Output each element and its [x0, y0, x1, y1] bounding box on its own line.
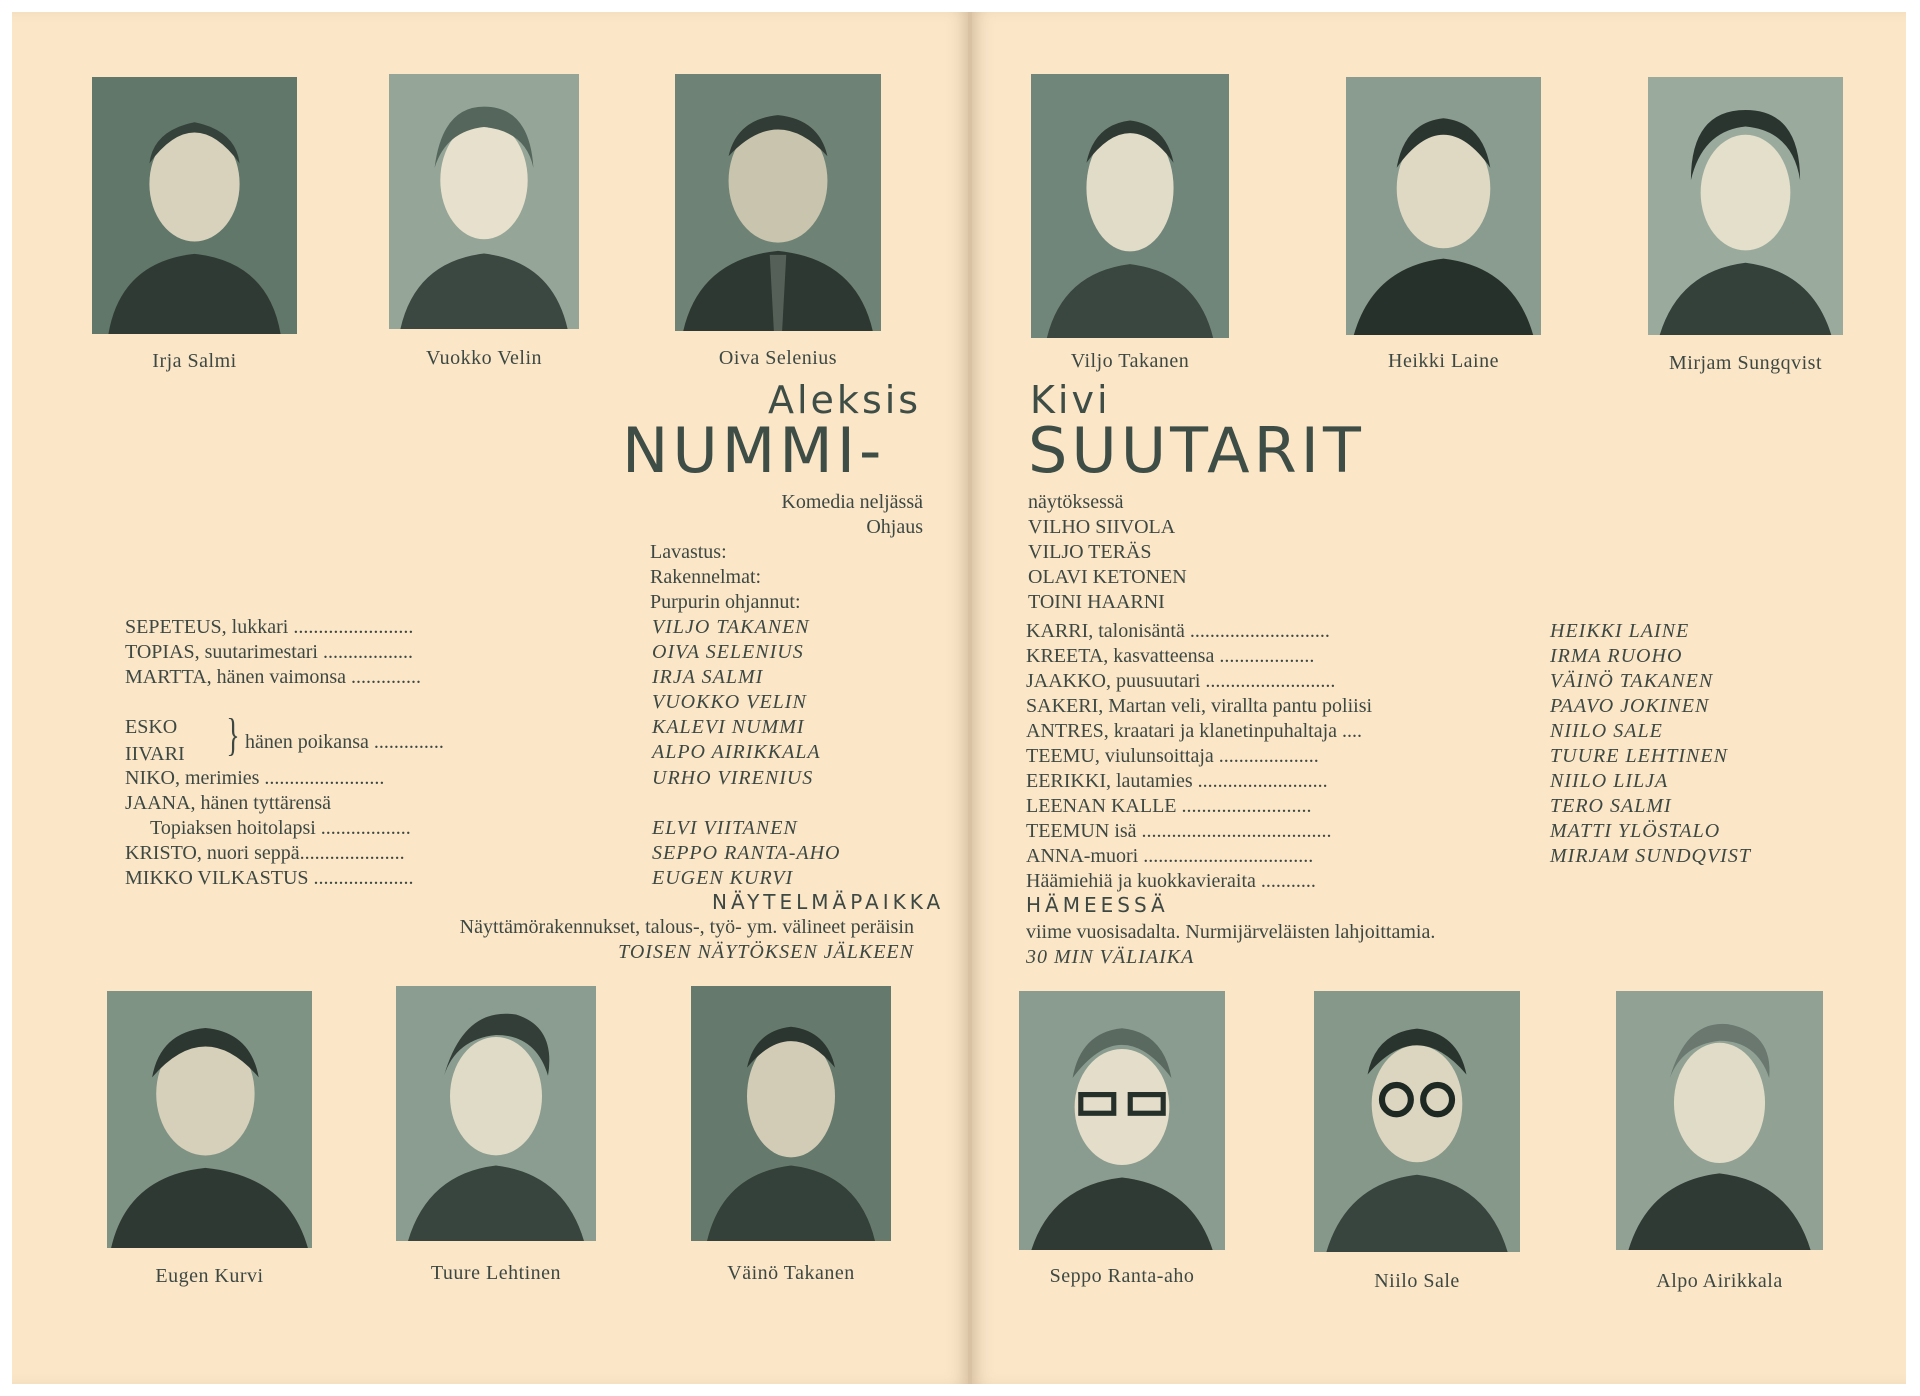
cast-actor: SEPPO RANTA-AHO	[652, 842, 841, 864]
credit-name: VILHO SIIVOLA	[1028, 516, 1176, 538]
photo-caption: Eugen Kurvi	[155, 1265, 264, 1287]
photo-caption: Oiva Selenius	[718, 347, 838, 369]
photo-caption: Viljo Takanen	[1070, 350, 1190, 372]
portrait-photo	[1346, 77, 1541, 335]
cast-role: Häämiehiä ja kuokkavieraita ...........	[1026, 870, 1316, 892]
play-title-part2: SUUTARIT	[1028, 414, 1365, 487]
setting-heading-right: HÄMEESSÄ	[1026, 893, 1169, 917]
cast-role: TEEMUN isä ......................................	[1026, 820, 1332, 842]
credit-label: Ohjaus	[866, 516, 923, 538]
cast-role: ANTRES, kraatari ja klanetinpuhaltaja ....	[1026, 720, 1363, 742]
cast-role: MARTTA, hänen vaimonsa ..............	[125, 666, 422, 688]
cast-role: KRISTO, nuori seppä.....................	[125, 842, 405, 864]
cast-actor: TUURE LEHTINEN	[1550, 745, 1728, 767]
setting-line-right: viime vuosisadalta. Nurmijärveläisten lahjoittamia.	[1026, 921, 1436, 943]
cast-actor: KALEVI NUMMI	[652, 716, 805, 738]
intermission-left: TOISEN NÄYTÖKSEN JÄLKEEN	[618, 941, 914, 963]
cast-actor: URHO VIRENIUS	[652, 767, 814, 789]
credit-label: Purpurin ohjannut:	[650, 591, 801, 613]
cast-role: JAAKKO, puusuutari ..........................	[1026, 670, 1336, 692]
brace: }	[226, 709, 240, 760]
cast-role: ESKO	[125, 716, 178, 738]
cast-role: KARRI, talonisäntä ............................	[1026, 620, 1330, 642]
cast-role: MIKKO VILKASTUS ....................	[125, 867, 414, 889]
cast-role: KREETA, kasvatteensa ...................	[1026, 645, 1315, 667]
photo-caption: Irja Salmi	[152, 350, 237, 372]
cast-actor: TERO SALMI	[1550, 795, 1672, 817]
portrait-photo	[1019, 991, 1225, 1250]
cast-role: NIKO, merimies ........................	[125, 767, 385, 789]
photo-caption: Niilo Sale	[1374, 1270, 1460, 1292]
credit-name: VILJO TERÄS	[1028, 541, 1152, 563]
cast-actor: IRMA RUOHO	[1550, 645, 1683, 667]
cast-role: Topiaksen hoitolapsi ..................	[150, 817, 411, 839]
intermission-right: 30 MIN VÄLIAIKA	[1026, 946, 1195, 968]
portrait-photo	[691, 986, 891, 1241]
photo-caption: Väinö Takanen	[727, 1262, 855, 1284]
portrait-photo	[389, 74, 579, 329]
author-last-name: Kivi	[1030, 378, 1111, 422]
portrait-photo	[675, 74, 881, 331]
photo-caption: Tuure Lehtinen	[430, 1262, 562, 1284]
photo-caption: Seppo Ranta-aho	[1049, 1265, 1195, 1287]
cast-actor: HEIKKI LAINE	[1550, 620, 1690, 642]
play-title-part1: NUMMI-	[622, 414, 886, 487]
portrait-photo	[1648, 77, 1843, 335]
cast-role: TOPIAS, suutarimestari ..................	[125, 641, 413, 663]
cast-role: SAKERI, Martan veli, virallta pantu poliisi	[1026, 695, 1373, 717]
photo-caption: Vuokko Velin	[425, 347, 543, 369]
setting-line-left: Näyttämörakennukset, talous-, työ- ym. välineet peräisin	[459, 916, 914, 938]
cast-actor: MATTI YLÖSTALO	[1550, 820, 1721, 842]
portrait-photo	[1031, 74, 1229, 338]
cast-role: IIVARI	[125, 743, 185, 765]
photo-caption: Heikki Laine	[1388, 350, 1499, 372]
cast-actor: ALPO AIRIKKALA	[652, 741, 821, 763]
portrait-photo	[396, 986, 596, 1241]
cast-actor: PAAVO JOKINEN	[1550, 695, 1710, 717]
credit-name: TOINI HAARNI	[1028, 591, 1165, 613]
credit-name: OLAVI KETONEN	[1028, 566, 1187, 588]
brothers-label: hänen poikansa ..............	[245, 731, 444, 753]
cast-actor: IRJA SALMI	[652, 666, 764, 688]
subtitle-left: Komedia neljässä	[781, 491, 923, 513]
cast-actor: NIILO SALE	[1550, 720, 1663, 742]
cast-actor: VILJO TAKANEN	[652, 616, 810, 638]
credit-label: Rakennelmat:	[650, 566, 762, 588]
cast-actor: NIILO LILJA	[1550, 770, 1669, 792]
portrait-photo	[92, 77, 297, 334]
cast-role: LEENAN KALLE ..........................	[1026, 795, 1312, 817]
setting-heading-left: NÄYTELMÄPAIKKA	[712, 890, 945, 914]
cast-actor: EUGEN KURVI	[652, 867, 794, 889]
cast-actor: VÄINÖ TAKANEN	[1550, 670, 1714, 692]
cast-actor: VUOKKO VELIN	[652, 691, 807, 713]
cast-actor: ELVI VIITANEN	[652, 817, 798, 839]
photo-caption: Mirjam Sungqvist	[1668, 352, 1822, 374]
cast-role: TEEMU, viulunsoittaja ....................	[1026, 745, 1319, 767]
photo-caption: Alpo Airikkala	[1656, 1270, 1783, 1292]
author-first-name: Aleksis	[768, 378, 922, 422]
portrait-photo	[1616, 991, 1823, 1250]
cast-role: JAANA, hänen tyttärensä	[125, 792, 332, 814]
cast-role: EERIKKI, lautamies ..........................	[1026, 770, 1328, 792]
cast-role: SEPETEUS, lukkari ........................	[125, 616, 414, 638]
cast-role: ANNA-muori ..................................	[1026, 845, 1314, 867]
portrait-photo	[107, 991, 312, 1248]
credit-label: Lavastus:	[650, 541, 727, 563]
subtitle-right: näytöksessä	[1028, 491, 1124, 513]
cast-actor: MIRJAM SUNDQVIST	[1550, 845, 1751, 867]
cast-actor: OIVA SELENIUS	[652, 641, 804, 663]
portrait-photo	[1314, 991, 1520, 1252]
page-fold	[968, 12, 972, 1384]
